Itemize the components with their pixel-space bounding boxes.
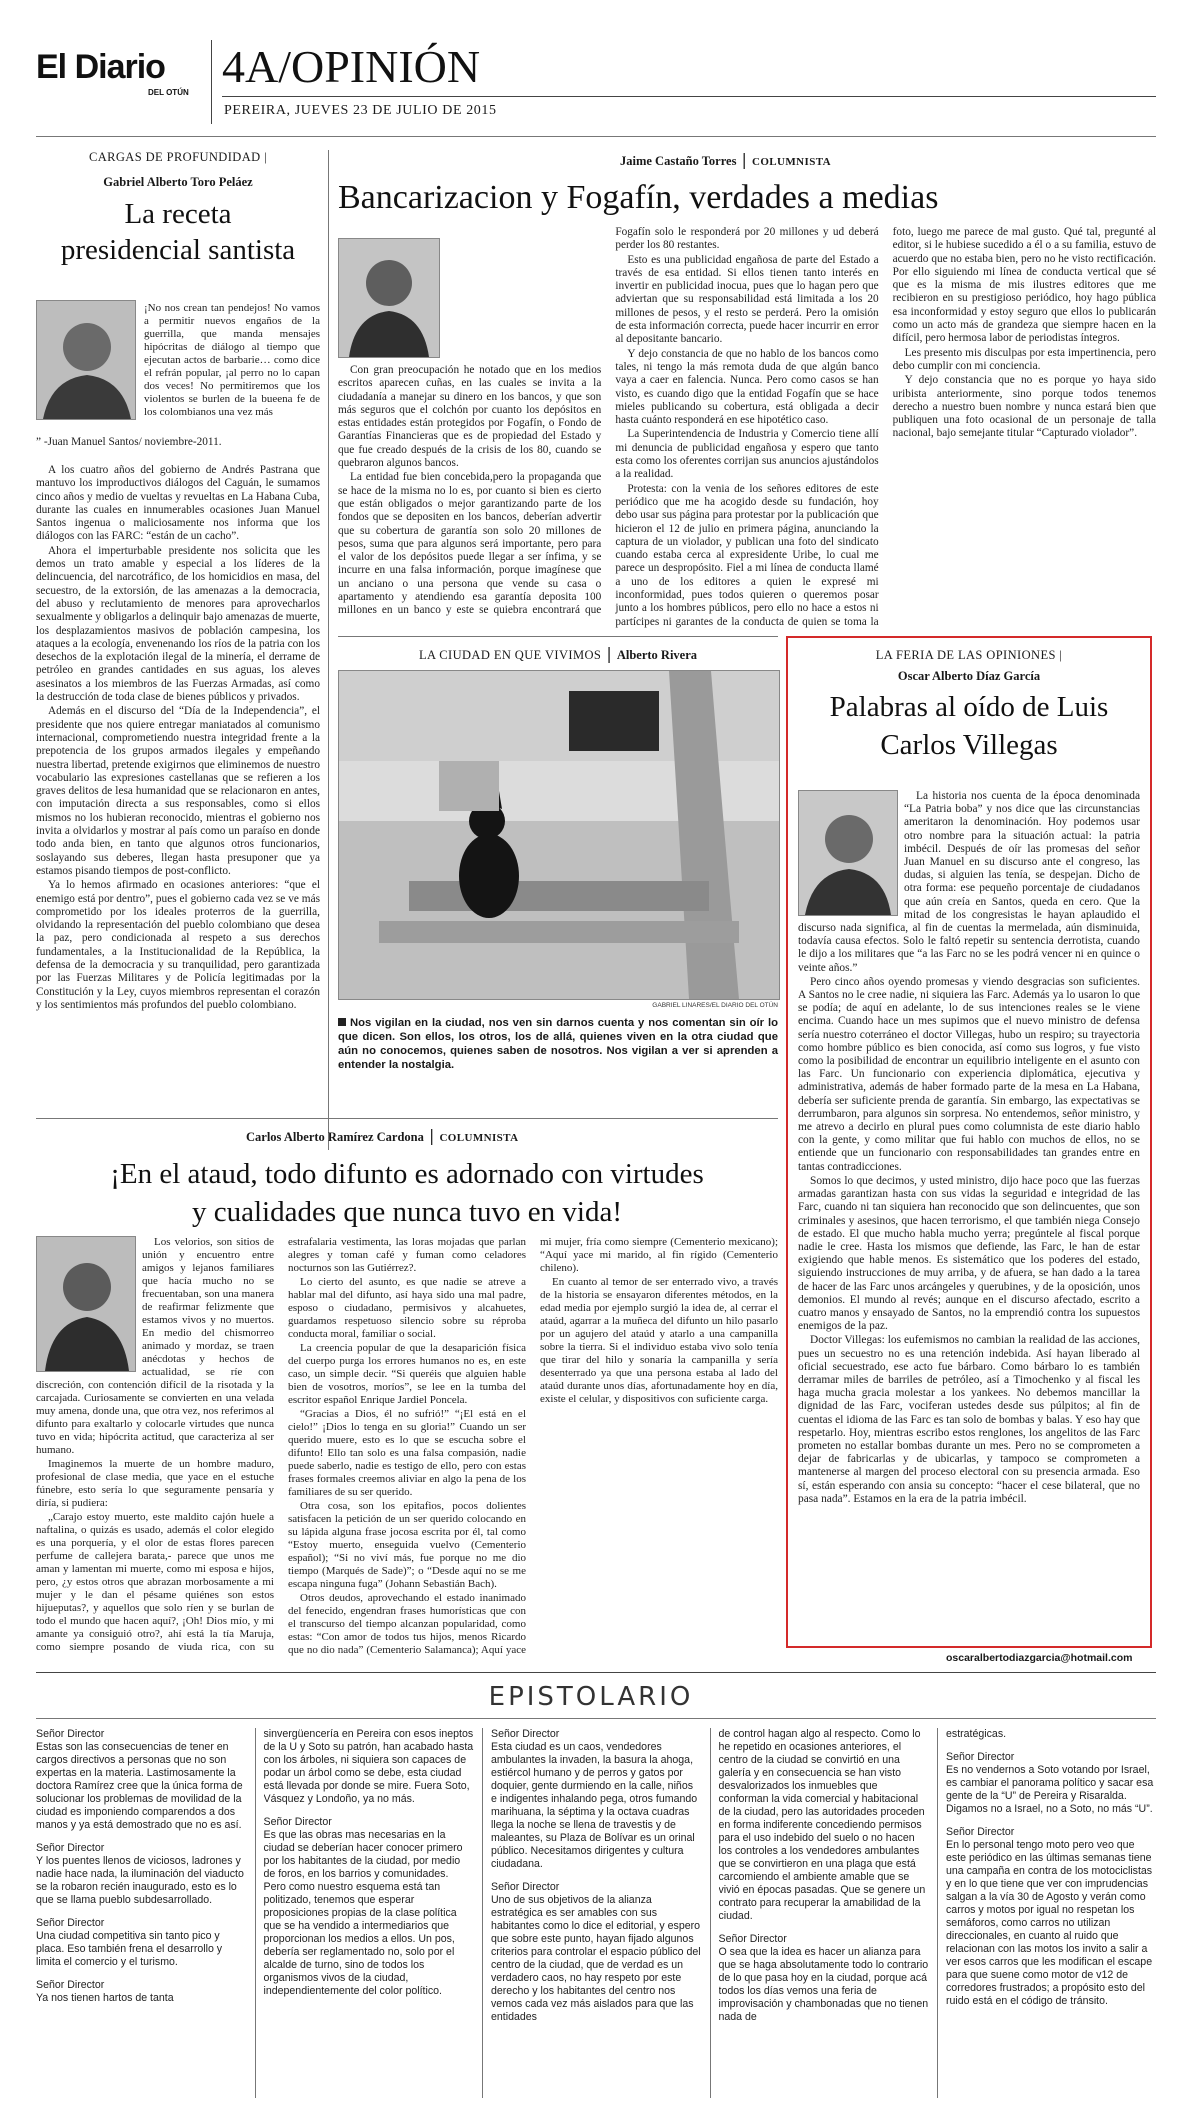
letter-text: de control hagan algo al respecto. Como lo he repetido en ocasiones anteriores, el centro de la ciudad se convirtió en una galería y en consecuencia se han visto desvalorizados los inmuebles que conforman la vida comercial y habitacional de la ciudad, pero las autoridades proceden en forma indiferente concediendo permisos para el uso indebido del suelo o no hacen los controles a los vendedores ambulantes que se convirtieron en una plaga que está carcomiendo el ambiente amable que se vivió en épocas pasadas. Que se genere un contrato para recuperar la amabilidad de la ciudad. bbox=[718, 1728, 926, 1922]
letter bbox=[946, 1751, 1156, 1816]
letter bbox=[36, 1979, 246, 2005]
letter-salutation: Señor Director bbox=[36, 1842, 105, 1854]
photo-feature bbox=[338, 644, 778, 1114]
letter-text: Esta ciudad es un caos, vendedores ambulantes la invaden, la basura la ahoga, estiércol humano y de perros y gatos por doquier, gente durmiendo en la calle, niños e indigentes inhalando pega, otros fumando marihuana, la séptima y la octava cuadras llega la noche se llena de travestis y de maleantes, su Plaza de Bolívar es un orinal público. Necesitamos dirigentes y cultura ciudadana. bbox=[491, 1741, 698, 1870]
photo-credit: GABRIEL LINARES/EL DIARIO DEL OTÚN bbox=[652, 1002, 778, 1009]
left-article bbox=[36, 150, 320, 1156]
article-body: Con gran preocupación he notado que en los medios escritos aparecen cuñas, en las cuales se invita a la ciudadanía a manejar su dinero en los bancos, y que son más seguros que el colchón por cuanto los depósitos en estas entidades están protegidos por Fogafín, o Fondo de Garantías Financieras que es de propiedad del Estado y que fue creado después de la crisis de los 80, cuando se quebraron algunos bancos. La entidad fue bien concebida,pero la propaganda que se hace de la misma no lo es, por cuanto si bien es cierto que están obligados o mejor garantizando parte de los fondos que se depositen en los bancos, deberían advertir que su cobertura de garantía son solo 20 millones de pesos, suma que para algunos será importante, pero para el valor de los depósitos puede llegar a ser ínfima, y se incurre en una falsa información, porque imagínese que un anciano o una persona que vende su casa o apartamento y atendiendo esa garantía deposita 100 millones en un banco y este se quiebra encontrará que Fogafín solo le responderá por 20 millones y ud deberá perder los 80 restantes. Esto es una publicidad engañosa de parte del Estado a través de esa entidad. Si ellos tienen tanto interés en invertir en publicidad inocua, pues que lo hagan pero que adviertan que su responsabilidad está limitada a los 20 millones de pesos, y el resto se perderá. Pero la omisión de esta información correcta, puede hacer incurrir en error al depositante bancario. Y dejo constancia de que no hablo de los bancos como tales, ni tengo la más remota duda de que algún banco vaya a caer en falencia. Nunca. Pero como casos se han visto, es cuando digo que la entidad Fogafín que se hace mieles publicando su cobertura, está obligada a decir hasta cuánto responderá en ese hipotético caso. La Superintendencia de Industria y Comercio tiene allí mi denuncia de publicidad engañosa y espero que tanto esta como los oferentes corrijan sus anuncios ajustándolos a la realidad. Protesta: con la venia de los señores editores de este periódico que me ha acogido desde su fundación, hoy debo usar sus página para protestar por la publicación que hicieron el 12 de julio en primera página, anunciando la captura de un violador, y publican una foto del sindicato cuando estaba cerca al expresidente Uribe, lo cual me parece un despropósito. Fiel a mi línea de conducta llamé a uno de los editores a quien le expresé mi inconformidad, pues todos quieren o queremos posar junto a los hombres públicos, pero ello no hace a estos ni partícipes ni garantes de la conducta de quien se toma la foto, luego me parece de mal gusto. Qué tal, pregunté al editor, si le hubiese sucedido a él o a su familia, estuvo de acuerdo que no estaba bien, pero no he visto rectificación. Por ello siguiendo mi línea de conducta vertical que sé que es la misma de mis ilustres editores que me recibieron en su prestigioso periódico, hoy hago pública esa inconformidad y estoy seguro que ellos lo publicarán como un acto más de grandeza que siempre hacen en la difícil, pero hermosa labor de periodistas íntegros. Les presento mis disculpas por esta impertinencia, pero debo cumplir con mi conciencia. Y dejo constancia que no es porque yo haya sido uribista anteriormente, sino porque todos tenemos derecho a nuestro buen nombre y nunca estará bien que publiquen una foto ocasional de un personaje de talla nacional, bajo semejante titular “Capturado violador”. bbox=[338, 226, 1156, 628]
letters-column bbox=[491, 1728, 701, 2108]
masthead-bottom-rule bbox=[36, 136, 1156, 137]
letter-salutation: Señor Director bbox=[36, 1917, 105, 1929]
feature-kicker: LA CIUDAD EN QUE VIVIMOS | Alberto Rivera bbox=[418, 644, 698, 663]
author-photo bbox=[36, 300, 136, 420]
masthead bbox=[36, 30, 1156, 130]
feature-photo bbox=[338, 670, 780, 1000]
newspaper-logo: El Diario bbox=[36, 48, 165, 86]
letter-text: estratégicas. bbox=[946, 1728, 1007, 1740]
letter bbox=[719, 1728, 929, 1923]
letters-column bbox=[36, 1728, 246, 2108]
letter bbox=[36, 1842, 246, 1907]
column-divider bbox=[328, 150, 329, 1150]
dateline: PEREIRA, JUEVES 23 DE JULIO DE 2015 bbox=[224, 103, 497, 118]
section-rule bbox=[36, 1718, 1156, 1719]
pull-quote: ¡No nos crean tan pendejos! No vamos a permitir nuevos engaños de la guerrilla, que manda mensajes hipócritas de diálogo al tiempo que ejecutan actos de barbarie… como dice el refrán popular, ¡al perro no lo capan dos veces! No permitiremos que los violentos se burlen de la bueena fe de los colombianos una vez más bbox=[144, 302, 320, 418]
letter-text: Es no vendernos a Soto votando por Israel, es cambiar el panorama político y sacar esa gente de la “U” de Pereira y Risaralda. Digamos no a Israel, no a Soto, no más “U”. bbox=[946, 1764, 1154, 1815]
epistolario-letters bbox=[36, 1728, 1156, 2108]
section-name: OPINIÓN bbox=[291, 41, 481, 92]
page-title bbox=[222, 40, 480, 93]
portrait-image bbox=[37, 301, 135, 419]
article-kicker: LA FERIA DE LAS OPINIONES | bbox=[875, 648, 1063, 662]
letter bbox=[36, 1917, 246, 1969]
letter bbox=[491, 1881, 701, 2024]
masthead-divider bbox=[211, 40, 212, 124]
cat-photo-image bbox=[339, 671, 779, 999]
letter-salutation: Señor Director bbox=[946, 1826, 1015, 1838]
letter-text: O sea que la idea es hacer un alianza para que se haga absolutamente todo lo contrario de lo que pasa hoy en la ciudad, porque acá todos los días vemos una feria de improvisación y chambonadas que no tienen nada de bbox=[718, 1946, 929, 2023]
article-byline: Gabriel Alberto Toro Peláez bbox=[103, 175, 253, 189]
letter-salutation: Señor Director bbox=[491, 1728, 560, 1740]
letter-text: Estas son las consecuencias de tener en cargos directivos a personas que no son expertas en la materia. Lastimosamente la doctora Ramírez cree que la única forma de solucionar los problemas de movilidad de la ciudad es imponiendo comparendos a dos manos y ya está demostrado que no es así. bbox=[36, 1741, 243, 1831]
article-headline: ¡En el ataud, todo difunto es adornado con virtudes y cualidades que nunca tuvo en vida! bbox=[110, 1158, 704, 1228]
article-body: Los velorios, son sitios de unión y encuentro entre amigos y lejanos familiares que hacía mucho no se frecuentaban, son una manera de reafirmar felizmente que estamos vivos y no muertos. En medio del chismorreo animado y mordaz, se traen anécdotas y hechos de actualidad, se ríe con discreción, con contención difícil de la risotada y la carcajada. Curiosamente se convierten en una velada muy amena, donde una, que otra vez, nos referimos al difunto para exaltarlo y colocarle virtudes que nunca tuvo en vida; hipócrita actitud, que caracteriza al ser humano. Imaginemos la muerte de un hombre maduro, profesional de clase media, que yace en el estuche fúnebre, esto sería lo que seguramente pensaría y diría, si pudiera: „Carajo estoy muerto, este maldito cajón huele a naftalina, o quizás es usado, además el color elegido es una porquería, y el olor de estas flores parecen perfume de callejera barata,- parece que unos me aman y lamentan mi muerte, como mi esposa e hijos, pero, ¿y estos otros que abrazan morbosamente a mi mujer y le dan el pésame quiénes son estos hijueputas?, y aquellos que solo ríen y se burlan de todo el mundo que hacen aquí?, ¡Oh! Dios mío, y mi amante ya consiguió otro?, ahí está la tía Maruja, como siempre posando de viuda rica, con su estrafalaria vestimenta, las loras mojadas que parlan alegres y toman café y fuman como celadores nocturnos son las Gutiérrez?. Lo cierto del asunto, es que nadie se atreve a hablar mal del difunto, así haya sido una mal padre, esposo o ciudadano, permisivos y alcahuetes, guardamos respetuoso silencio sobre su réproba conducta moral, familiar o social. La creencia popular de que la desaparición física del cuerpo purga los errores humanos no es, en este caso, un simple decir. “Si queréis que alguien hable bien de vosotros, moríos”, se lee en la tumba del escritor español Enrique Jardiel Poncela. “Gracias a Dios, él no sufrió!” “¡El está en el cielo!” ¡Dios lo tenga en su gloria!” Cuando un ser querido muere, esto es lo que se escucha sobre el difunto! Ello tan solo es una falsa compasión, nadie puede saberlo, nadie es testigo de ello, pero con estas frases formales creemos aliviar en algo la pena de los familiares de su ser querido. Otra cosa, son los epitafios, pocos dolientes satisfacen la petición de un ser querido colocando en su lápida alguna frase jocosa escrita por él, tal como “Estoy muerto, enseguida vuelvo (Cementerio español); “Si no viví más, fue porque no me dio tiempo (Marqués de Sade)”; o “Desde aquí no se me escapa ninguna fuga” (Johann Sebastián Bach). Otros deudos, aprovechando el estado inanimado del fenecido, engendran frases humorísticas que con el transcurso del tiempo alcanzan popularidad, como estas: “Con amor de todos tus hijos, menos Ricardo que no dio nada” (Cementerio Salamanca); Aquí yace mi mujer, fría como siempre (Cementerio mexicano); “Aquí yace mi marido, al fin rígido (Cementerio chileno). En cuanto al temor de ser enterrado vivo, a través de la historia se ensayaron diferentes métodos, en la edad media por ejemplo surgió la idea de, al cerrar el ataúd, agarrar a la muñeca del difunto un hilo pasarlo por un agujero del ataúd y atarlo a una campanilla sobre la tierra. Si el individuo estaba vivo solo tenía que tirar del hilo y sonaría la campanilla y sería desenterrado ya que una persona estaba al lado del ataúd durante unos días, afortunadamente hoy en día, existe el celular, y dispositivos con suficiente carga. bbox=[36, 1236, 778, 1656]
letters-column bbox=[264, 1728, 474, 2108]
article-body: A los cuatro años del gobierno de Andrés Pastrana que mantuvo los improductivos diálogos del Caguán, le sumamos cinco años y medio de vueltas y revueltas en La Habana Cuba, durante las cuales en innumerables ocasiones Juan Manuel Santos ingenua o maliciosamente nos informa que los diálogos con las FARC: “están de un cacho”. Ahora el imperturbable presidente nos solicita que les demos un trato amable y especial a los líderes de la delincuencia, del narcotráfico, de los homicidios en masa, del secuestro, de la extorsión, de las amenazas a la democracia, del abuso y reclutamiento de menores para aprovecharlos sexualmente y obligarlos a delinquir bajo amenazas de muerte, los desplazamientos masivos de población campesina, los ataques a la ecología, envenenando los ríos de la patria con los desechos de la explotación ilegal de la minería, el derrame de petróleo en grandes cantidades en sus aguas, los aleves asesinatos a los miembros de las Fuerzas Armadas, así como la destrucción de toda clase de bienes públicos y privados. Además en el discurso del “Día de la Independencia”, el presidente que nos quiere entregar maniatados al comunismo internacional, comprometiendo nuestra integridad frente a la prepotencia de los grupos armados ilegales y empeñando nuestra libertad, pretende exigirnos que eliminemos de nuestro vocabulario las expresiones castellanas que se refieren a los graves delitos de lesa humanidad que se relacionaron en antes, con imputación directa a sus responsables, como si ellos mismos no los hubieran reconocido, mientras el gobierno nos invita a olvidarlos y mostrar al país como un paraíso en donde todo anda bien, en tanto que algunos otros funcionarios, soslayando sus deberes, llegan hasta presuponer que ya estamos pisando tiempos de post-conflicto. Ya lo hemos afirmado en ocasiones anteriores: “que el enemigo está por dentro”, pues el gobierno cada vez se ve más comprometido por los ideales proterros de la guerrilla, olvidando la representación del pueblo colombiano que desea la paz, pero condicionada al respeto a sus derechos fundamentales, a la Institucionalidad de la República, la defensa de la democracia y su tranquilidad, pero garantizada por las Fuerzas Militares y de Policía legitimadas por la Constitución y la Ley, cuyos miembros representan el corazón y los sentimientos más profundos del pueblo colombiano. bbox=[36, 464, 320, 1011]
boxed-article bbox=[786, 636, 1152, 1648]
article-byline: Oscar Alberto Díaz García bbox=[897, 669, 1041, 683]
section-rule bbox=[36, 1118, 778, 1119]
article-headline: La receta presidencial santista bbox=[60, 198, 296, 266]
letter-salutation: Señor Director bbox=[718, 1933, 787, 1945]
letter bbox=[719, 1933, 929, 2024]
article-body: La historia nos cuenta de la época denominada “La Patria boba” y nos dice que las circunstancias ameritaron la denominación. Hoy podemos usar otro nombre para la situación actual: la patria imbécil. Después de oír las promesas del señor Juan Manuel en su discurso ante el congreso, las dudas, si alguien las tenía, se despejan. Dicho de otra forma: ese pequeño porcentaje de ciudadanos que aún creía en Santos, queda en cero. Que la mitad de los congresistas le hayan aplaudido el discurso nada significa, al fin de cuentas la mermelada, aún disminuida, todavía causa efectos. Solo le faltó repetir su sentencia derrotista, cuando le dijo a los militares que “a las Farc no se les podrá vencer ni en quince o veinte años.” Pero cinco años oyendo promesas y viendo desgracias son suficientes. A Santos no le cree nadie, ni siquiera las Farc. Además ya lo usaron lo que se podía; de aquí en adelante, lo de sus intenciones reales se le viene encima. Cuando hace un mes supimos que el nuevo ministro de defensa sería nuestro coterráneo el doctor Villegas, hubo un respiro; su trayectoria como hombre público es bien conocida, así como sus logros, y fue visto como la posibilidad de encontrar un equilibrio inteligente en el asunto con las Farc. Un funcionario con experiencia diplomática, ejecutiva y administrativa, además de haber formado parte de la mesa en La Habana, debería ser suficiente prenda de garantía. Sin embargo, las expectativas se derrumbaron, para algunos sin sorpresa. No entendemos, señor ministro, y me atrevo a decirlo en plural pues como columnista de este diario hablo con la gente, y como militar que fui hablo con muchos de ellos, no se entiende que un funcionario con responsabilidades tan grandes entre en tantas contradicciones. Somos lo que decimos, y usted ministro, dijo hace poco que las fuerzas armadas garantizan hasta con sus vidas la seguridad e integridad de las Farc, cuando ni tan siquiera han reconocido que son delincuentes, que son criminales y asesinos, que hacen terrorismo, el que también niega Consejo de estado. El que mucho habla mucho yerra; pregúntele al fiscal porque nadie le cree. Hasta los mismos que defiende, las Farc, le han de estar exigiendo que hable menos. Es sistemático que los poderes del estado, siguiendo instrucciones de muy arriba, y de afuera, se han dado a la tarea de hacer de las Farc unos arcángeles y querubines, y de la oposición, unos demonios. El mundo al revés; aunque en el discurso afectado, escrito a cuatro manos y ensayado de Santos, no la emprendió contra los supuestos enemigos de la paz. Doctor Villegas: los eufemismos no cambian la realidad de las acciones, pues un secuestro no es una retención indebida. Así hayan liberado al oficial secuestrado, ese acto fue bárbaro. Como bárbaro lo es también derramar miles de barriles de petróleo, así a Timochenko y al fiscal les haga mucha gracia molestar a los yankees. No debemos mancillar la dignidad de las Farc, vociferan ustedes desde sus púlpitos; al fin de cuentas el idioma de las Farc es tan solo de bombas y balas. Y eso hay que respetarlo. Hoy, mientras escribo estos renglones, los angelitos de las Farc prometen no estallar bombas durante un mes. Pero no se comprometen a dejar de fabricarlas y de ubicarlas, y tampoco se comprometen a mantenerse al margen del proceso electoral con su presencia armada. Eso sí, están esperando con ansia su concepto: “hacer el cese bilateral, que no pasa nada”. Estamos en la era de la patria imbécil. bbox=[798, 790, 1140, 1505]
letter-text: Uno de sus objetivos de la alianza estratégica es ser amables con sus habitantes como lo dice el editorial, y espero que sobre este punto, hayan fijado algunos criterios para controlar el espacio público del centro de la ciudad, que de verdad es un verdadero caos, no hay respeto por este derecho y los habitantes del centro nos vemos cada vez más aislados para que las entidades bbox=[491, 1894, 701, 2023]
letter-text: Ya nos tienen hartos de tanta bbox=[36, 1992, 174, 2004]
letter-salutation: Señor Director bbox=[36, 1728, 105, 1740]
letters-column bbox=[946, 1728, 1156, 2108]
letter bbox=[946, 1728, 1156, 1741]
photo-caption: Nos vigilan en la ciudad, nos ven sin darnos cuenta y nos comentan sin oír lo que dicen. Son ellos, los otros, los de allá, quienes viven en la otra ciudad que aún no conocemos, quienes saben de nosotros. Nos vigilan a ver si aprenden a entender la nostalgia. bbox=[338, 1017, 778, 1071]
masthead-rule bbox=[222, 96, 1156, 97]
letter-text: sinvergüencería en Pereira con esos ineptos de la U y Soto su patrón, han acabado hasta con los árboles, ni siquiera son capaces de podar un árbol como se debe, esta ciudad está llevada por donde se mire. Fuera Soto, Vásquez y Londoño, ya no más. bbox=[263, 1728, 474, 1805]
letter-text: Y los puentes llenos de viciosos, ladrones y nadie hace nada, la iluminación del viaducto se la robaron recién inaugurado, esto es lo que se llama pueblo subdesarrollado. bbox=[36, 1855, 244, 1906]
letter bbox=[36, 1728, 246, 1832]
column-divider bbox=[255, 1728, 256, 2098]
letter bbox=[264, 1816, 474, 1998]
quote-attribution: ” -Juan Manuel Santos/ noviembre-2011. bbox=[36, 436, 222, 448]
letter-salutation: Señor Director bbox=[491, 1881, 560, 1893]
letter bbox=[946, 1826, 1156, 2008]
letter-salutation: Señor Director bbox=[36, 1979, 105, 1991]
column-divider bbox=[482, 1728, 483, 2098]
letter bbox=[491, 1728, 701, 1871]
letter-text: Una ciudad competitiva sin tanto pico y placa. Eso también frena el desarrollo y limita el comercio y el turismo. bbox=[36, 1930, 223, 1968]
article-kicker: CARGAS DE PROFUNDIDAD | bbox=[88, 150, 268, 164]
epistolario-title: EPISTOLARIO bbox=[488, 1682, 694, 1712]
article-headline: Palabras al oído de Luis Carlos Villegas bbox=[829, 691, 1109, 761]
column-divider bbox=[937, 1728, 938, 2098]
author-email[interactable]: oscaralbertodiazgarcia@hotmail.com bbox=[946, 1652, 1133, 1664]
article-byline: Jaime Castaño Torres | COLUMNISTA bbox=[620, 150, 831, 169]
letter-salutation: Señor Director bbox=[946, 1751, 1015, 1763]
newspaper-logo-sub: DEL OTÚN bbox=[148, 88, 189, 97]
letters-column bbox=[719, 1728, 929, 2108]
top-article bbox=[338, 150, 1156, 630]
section-rule bbox=[36, 1672, 1156, 1673]
column-divider bbox=[710, 1728, 711, 2098]
article-headline: Bancarizacion y Fogafín, verdades a medias bbox=[338, 179, 939, 216]
page-number: 4A/ bbox=[222, 41, 291, 92]
letter-text: En lo personal tengo moto pero veo que este periódico en las últimas semanas tiene una campaña en contra de los motociclistas y en lo que tiene que ver con imprudencias salgan a la vía 30 de Agosto y verán como carros y motos por igual no respetan los semáforos, como carros no utilizan direccionales, en cuanto al ruido que relacionan con las motos los invito a salir a ver esos carros que les modifican el escape para que suene como motor de v12 de corredores frustrados; a propósito esto del ruido está en el código de tránsito. bbox=[946, 1839, 1153, 2007]
letter-text: Es que las obras mas necesarias en la ciudad se deberían hacer conocer primero por los habitantes de la ciudad, por medio de foros, en los barrios y comunidades. Pero como nuestro esquema está tan politizado, tenemos que esperar proposiciones propias de la clase política que se ha vendido a intermediarios que proporcionan los medios a ellos. Un pos, debería ser reglamentado no, solo por el alcalde de turno, sino de todos los organismos vivos de la ciudad, independientemente del color político. bbox=[263, 1829, 463, 1997]
bottom-article bbox=[36, 1126, 778, 1666]
letter bbox=[264, 1728, 474, 1806]
section-rule bbox=[338, 636, 778, 637]
article-byline: Carlos Alberto Ramírez Cardona | COLUMNISTA bbox=[246, 1126, 519, 1145]
letter-salutation: Señor Director bbox=[263, 1816, 332, 1828]
